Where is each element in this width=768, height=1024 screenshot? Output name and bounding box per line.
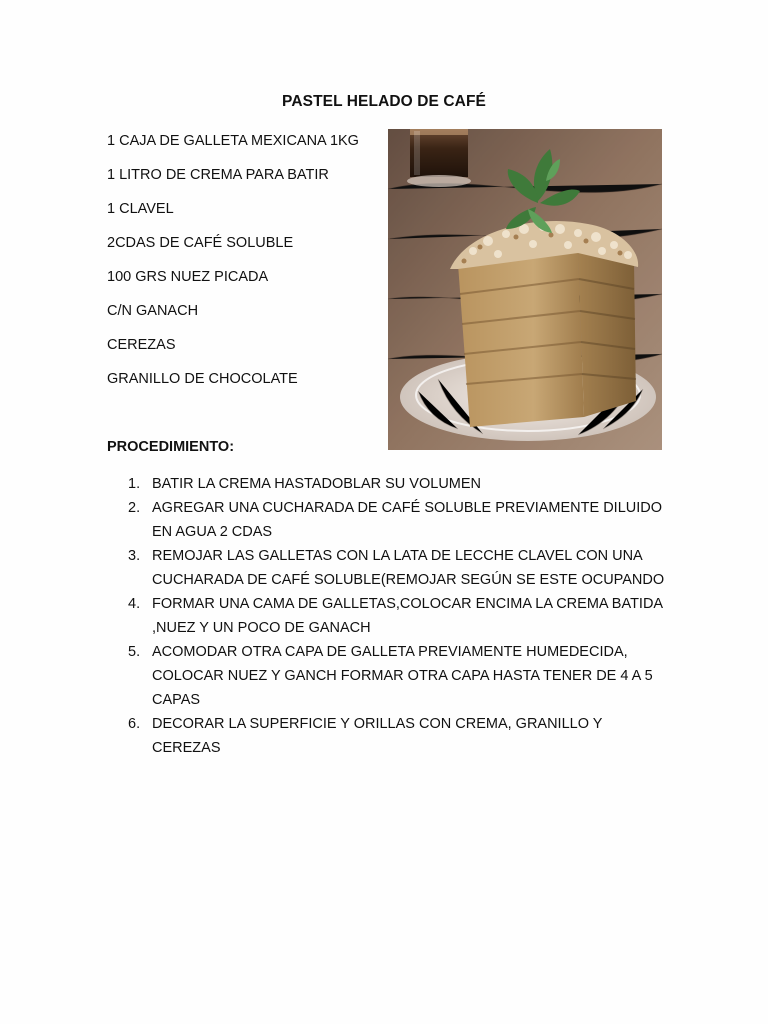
step-item: [107, 712, 667, 760]
ingredient-item: GRANILLO DE CHOCOLATE: [107, 371, 298, 387]
step-text: FORMAR UNA CAMA DE GALLETAS,COLOCAR ENCIMA LA CREMA BATIDA ,NUEZ Y UN POCO DE GANACH: [152, 596, 663, 636]
ingredient-item: 1 LITRO DE CREMA PARA BATIR: [107, 167, 329, 183]
ingredient-item: 2CDAS DE CAFÉ SOLUBLE: [107, 235, 294, 251]
step-text: BATIR LA CREMA HASTADOBLAR SU VOLUMEN: [152, 476, 482, 492]
step-item: [107, 496, 667, 544]
step-number: 2.: [128, 500, 141, 516]
recipe-title: PASTEL HELADO DE CAFÉ: [282, 93, 486, 110]
step-text: DECORAR LA SUPERFICIE Y ORILLAS CON CREMA, GRANILLO Y CEREZAS: [152, 716, 603, 756]
cake-photo: [388, 129, 662, 450]
step-text: ACOMODAR OTRA CAPA DE GALLETA PREVIAMENTE HUMEDECIDA, COLOCAR NUEZ Y GANCH FORMAR OTRA CAPA HASTA TENER DE 4 A 5 CAPAS: [152, 644, 653, 708]
step-number: 4.: [128, 596, 141, 612]
step-item: [107, 640, 667, 712]
step-number: 5.: [128, 644, 141, 660]
step-item: [107, 472, 667, 496]
procedure-heading: PROCEDIMIENTO:: [107, 439, 235, 455]
ingredient-item: CEREZAS: [107, 337, 176, 353]
ingredient-item: 100 GRS NUEZ PICADA: [107, 269, 269, 285]
step-text: REMOJAR LAS GALLETAS CON LA LATA DE LECCHE CLAVEL CON UNA CUCHARADA DE CAFÉ SOLUBLE(REMOJAR SEGÚN SE ESTE OCUPANDO: [152, 548, 665, 588]
ingredient-list: [107, 132, 359, 404]
step-text: AGREGAR UNA CUCHARADA DE CAFÉ SOLUBLE PREVIAMENTE DILUIDO EN AGUA 2 CDAS: [152, 500, 663, 540]
step-number: 1.: [128, 476, 141, 492]
ingredient-item: 1 CAJA DE GALLETA MEXICANA 1KG: [107, 133, 359, 149]
ingredient-item: 1 CLAVEL: [107, 201, 174, 217]
step-number: 6.: [128, 716, 141, 732]
procedure-steps: [107, 472, 667, 760]
step-number: 3.: [128, 548, 141, 564]
ingredient-item: C/N GANACH: [107, 303, 199, 319]
step-item: [107, 592, 667, 640]
step-item: [107, 544, 667, 592]
